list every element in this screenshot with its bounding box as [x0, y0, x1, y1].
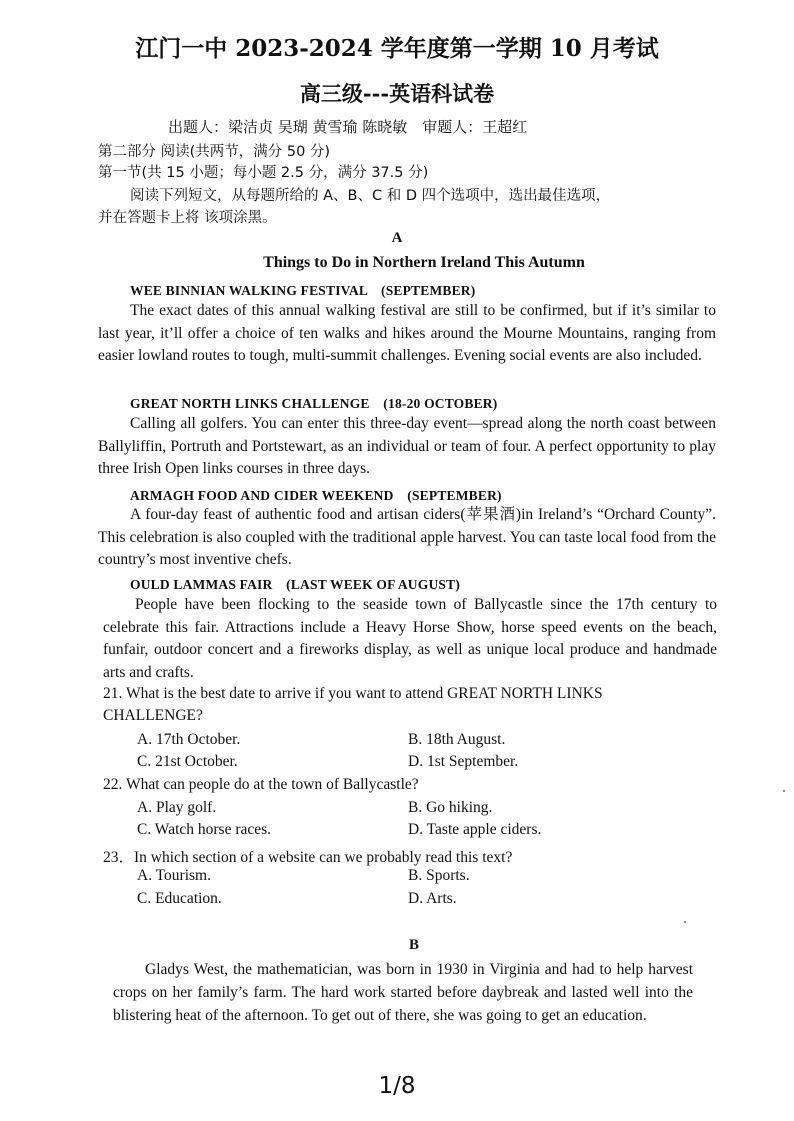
question-23-option-c: C. Education. — [137, 890, 222, 907]
question-23-stem: 23．In which section of a website can we probably read this text? — [103, 849, 513, 866]
question-23-option-b: B. Sports. — [408, 867, 470, 884]
part-heading: 第二部分 阅读(共两节，满分 50 分) — [98, 144, 331, 160]
question-22-option-b: B. Go hiking. — [408, 799, 493, 816]
directions-line-2: 并在答题卡上将 该项涂黑。 — [98, 210, 277, 226]
page-number: 1/8 — [378, 1073, 416, 1099]
question-22-option-c: C. Watch horse races. — [137, 821, 272, 838]
section-body-ould-lammas: People have been flocking to the seaside town of Ballycastle since the 17th century to celebrate this fair. Attractions include a Heavy Horse Show, horse speed events on the beach, funfair, outdoor concert and a fireworks display, as well as unique local produce and handmade arts and crafts. — [103, 596, 717, 681]
question-23-option-a: A. Tourism. — [137, 867, 211, 884]
section-body-great-north-links: Calling all golfers. You can enter this three-day event—spread along the north coast between Ballyliffin, Portruth and Portstewart, as an individual or team of four. A perfect opportunity to play three Irish Open links courses in three days. — [98, 415, 716, 478]
question-23-option-d: D. Arts. — [408, 890, 457, 907]
question-21-option-d: D. 1st September. — [408, 753, 519, 770]
exam-authors: 出题人：梁洁贞 吴瑚 黄雪瑜 陈晓敏 审题人：王超红 — [168, 118, 528, 136]
question-22-stem: 22. What can people do at the town of Ballycastle? — [103, 776, 419, 793]
passage-b-letter: B — [408, 937, 419, 953]
question-21-option-b: B. 18th August. — [408, 731, 506, 748]
scan-speck — [783, 790, 785, 792]
section-body-armagh-food: A four-day feast of authentic food and artisan ciders(苹果酒)in Ireland’s “Orchard County”. This celebration is also coupled with the traditional apple harvest. You can taste local food from the country’s most inventive chefs. — [98, 506, 716, 569]
question-21-option-c: C. 21st October. — [137, 753, 238, 770]
section-heading-great-north-links: GREAT NORTH LINKS CHALLENGE (18-20 OCTOBER) — [130, 396, 498, 411]
question-21-option-a: A. 17th October. — [137, 731, 241, 748]
section-heading-wee-binnian: WEE BINNIAN WALKING FESTIVAL (SEPTEMBER) — [130, 283, 476, 298]
scan-speck — [684, 921, 686, 923]
section-heading-armagh-food: ARMAGH FOOD AND CIDER WEEKEND (SEPTEMBER) — [130, 488, 502, 503]
exam-title: 江门一中 2023-2024 学年度第一学期 10 月考试 — [135, 35, 659, 62]
passage-a-letter: A — [391, 230, 403, 246]
question-22-option-a: A. Play golf. — [137, 799, 217, 816]
passage-a-title: Things to Do in Northern Ireland This Autumn — [263, 254, 585, 271]
section-heading-ould-lammas: OULD LAMMAS FAIR (LAST WEEK OF AUGUST) — [130, 577, 461, 592]
section-heading: 第一节(共 15 小题；每小题 2.5 分，满分 37.5 分) — [98, 165, 429, 181]
section-body-wee-binnian: The exact dates of this annual walking festival are still to be confirmed, but if it’s similar to last year, it’ll offer a choice of ten walks and hikes around the Mourne Mountains, ranging from easier lowland routes to tough, multi-summit challenges. Evening social events are also included. — [98, 302, 716, 365]
passage-b-body: Gladys West, the mathematician, was born in 1930 in Virginia and had to help harvest crops on her family’s farm. The hard work started before daybreak and lasted well into the blistering heat of the afternoon. To get out of there, she was going to get an education. — [113, 961, 693, 1024]
question-21-stem: 21. What is the best date to arrive if you want to attend GREAT NORTH LINKS — [103, 685, 603, 702]
question-22-option-d: D. Taste apple ciders. — [408, 821, 542, 838]
directions-line-1: 阅读下列短文，从每题所给的 A、B、C 和 D 四个选项中，选出最佳选项， — [130, 188, 611, 204]
exam-subtitle: 高三级---英语科试卷 — [299, 81, 495, 106]
question-21-stem-cont: CHALLENGE? — [103, 707, 203, 724]
